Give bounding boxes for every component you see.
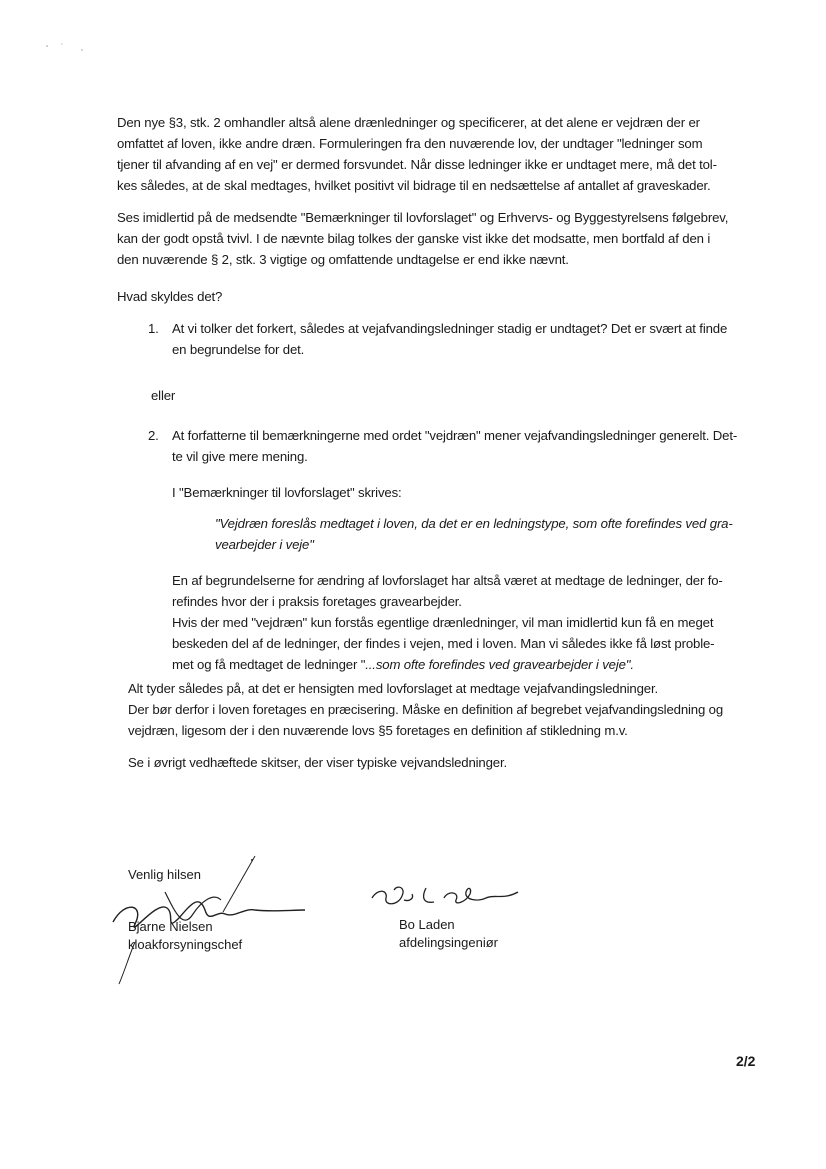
text-line: Ses imidlertid på de medsendte "Bemærkninger til lovforslaget" og Erhvervs- og Byggestyrelsens følgebrev, (117, 210, 729, 225)
text-line: Hvad skyldes det? (117, 289, 223, 304)
text-line: vejdræn, ligesom der i den nuværende lovs §5 foretages en definition af stikledning m.v. (128, 723, 628, 738)
text-line: Se i øvrigt vedhæftede skitser, der viser typiske vejvandsledninger. (128, 755, 508, 770)
text-line (172, 654, 762, 675)
list-item-2 (148, 425, 768, 467)
paragraph-2 (117, 207, 757, 270)
list-item-1 (148, 318, 768, 360)
text-line: En af begrundelserne for ændring af lovforslaget har altså været at medtage de ledninger, der fo- (172, 573, 723, 588)
text-line: en begrundelse for det. (172, 342, 305, 357)
or-line (151, 385, 175, 406)
list-number: 1. (148, 321, 159, 336)
quote-intro (172, 482, 402, 503)
list-number: 2. (148, 428, 159, 443)
text-line: beskeden del af de ledninger, der findes i vejen, med i loven. Man vi således ikke få løst proble- (172, 636, 715, 651)
text-line: eller (151, 388, 176, 403)
signatory-name: Bo Laden (399, 917, 455, 932)
text-line: Alt tyder således på, at det er hensigten med lovforslaget at medtage vejafvandingsledninger. (128, 681, 659, 696)
text-line: omfattet af loven, ikke andre dræn. Formuleringen fra den nuværende lov, der undtager "ledninger som (117, 136, 703, 151)
closing-line: Venlig hilsen (128, 867, 201, 882)
italic-quote: ...som ofte forefindes ved gravearbejder i veje". (365, 657, 634, 672)
question-line (117, 286, 757, 307)
paragraph-5 (128, 752, 768, 773)
left-signatory (128, 918, 242, 954)
scan-specks (44, 38, 94, 63)
text-line: Hvis der med "vejdræn" kun forstås egentlige drænledninger, vil man imidlertid kun få en meget (172, 615, 714, 630)
text-line: At forfatterne til bemærkningerne med ordet "vejdræn" mener vejafvandingsledninger generelt. Det- (172, 428, 738, 443)
signatory-title: afdelingsingeniør (399, 935, 499, 950)
paragraph-4 (128, 678, 768, 741)
text-line: kan der godt opstå tvivl. I de nævnte bilag tolkes der ganske vist ikke det modsatte, men bortfald af den i (117, 231, 711, 246)
text-line: I "Bemærkninger til lovforslaget" skrives: (172, 485, 402, 500)
text-line: tjener til afvanding af en vej" er dermed forsvundet. Når disse ledninger ikke er undtaget mere, må det tol- (117, 157, 717, 172)
page-number: 2/2 (736, 1053, 756, 1069)
text-line: "Vejdræn foreslås medtaget i loven, da det er en ledningstype, som ofte forefindes ved gra- (215, 516, 733, 531)
text-line: Der bør derfor i loven foretages en præcisering. Måske en definition af begrebet vejafvandingsledning og (128, 702, 724, 717)
text-run: met og få medtaget de ledninger " (172, 657, 366, 672)
text-line: refindes hvor der i praksis foretages gravearbejder. (172, 594, 462, 609)
text-line: kes således, at de skal medtages, hvilket positivt vil bidrage til en nedsættelse af antallet af graveskader. (117, 178, 711, 193)
text-line: Den nye §3, stk. 2 omhandler altså alene drænledninger og specificerer, at det alene er vejdræn der er (117, 115, 700, 130)
text-line: At vi tolker det forkert, således at vejafvandingsledninger stadig er undtaget? Det er svært at finde (172, 321, 728, 336)
text-line: den nuværende § 2, stk. 3 vigtige og omfattende undtagelse er end ikke nævnt. (117, 252, 569, 267)
quote-block (215, 513, 755, 555)
text-line: vearbejder i veje" (215, 537, 314, 552)
handwritten-signature-right (368, 880, 528, 920)
paragraph-3 (172, 570, 762, 675)
text-line: te vil give mere mening. (172, 449, 308, 464)
signatory-title: kloakforsyningschef (128, 937, 243, 952)
right-signatory (399, 916, 498, 952)
paragraph-1 (117, 112, 757, 196)
signatory-name: Bjarne Nielsen (128, 919, 213, 934)
